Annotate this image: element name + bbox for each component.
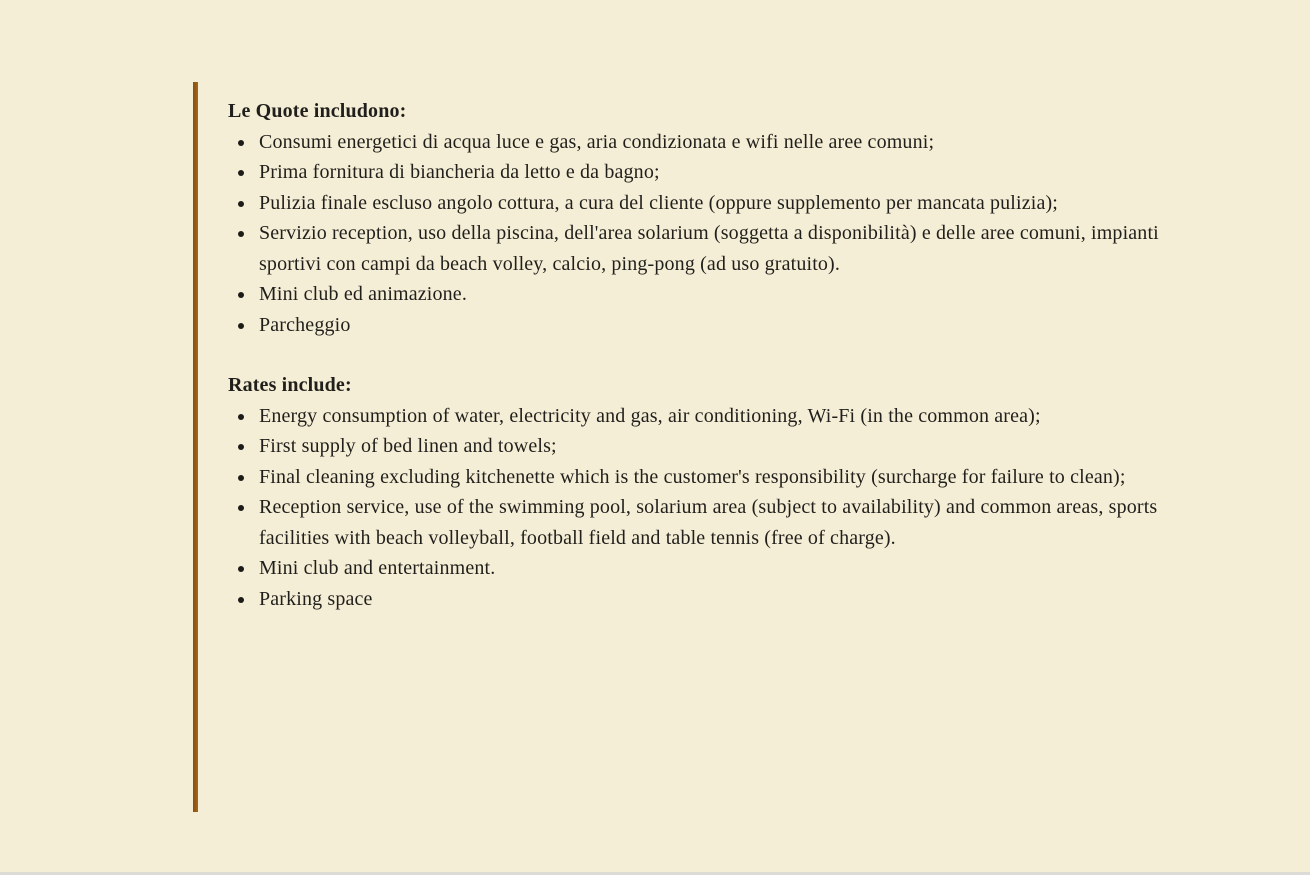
list-item — [228, 492, 1200, 553]
list-item — [228, 157, 1200, 188]
section-rates-include — [228, 370, 1200, 614]
bullet-list-italian — [228, 127, 1200, 341]
list-item-text: Energy consumption of water, electricity and gas, air conditioning, Wi-Fi (in the common area); — [259, 404, 1041, 427]
list-item-text: Consumi energetici di acqua luce e gas, aria condizionata e wifi nelle aree comuni; — [259, 130, 935, 153]
list-item — [228, 127, 1200, 158]
list-item-text: Mini club and entertainment. — [259, 557, 496, 579]
bullet-icon — [238, 292, 244, 298]
list-item-text: Pulizia finale escluso angolo cottura, a cura del cliente (oppure supplemento per mancata pulizia); — [259, 191, 1058, 214]
bullet-icon — [238, 475, 244, 481]
section-quote-includono — [228, 96, 1200, 340]
list-item-text: Parking space — [259, 587, 373, 610]
section-heading-italian: Le Quote includono: — [228, 100, 407, 122]
left-accent-bar — [193, 82, 198, 812]
list-item — [228, 279, 1200, 310]
list-item — [228, 431, 1200, 462]
bullet-icon — [238, 170, 244, 176]
bullet-icon — [238, 505, 244, 511]
bullet-list-english — [228, 401, 1200, 615]
list-item — [228, 584, 1200, 615]
list-item — [228, 401, 1200, 432]
list-item-text: Mini club ed animazione. — [259, 283, 467, 305]
list-item — [228, 462, 1200, 493]
bullet-icon — [238, 597, 244, 603]
list-item — [228, 553, 1200, 584]
list-item-text: Final cleaning excluding kitchenette which is the customer's responsibility (surcharge for failure to clean); — [259, 465, 1126, 488]
list-item-text: Prima fornitura di biancheria da letto e da bagno; — [259, 161, 660, 183]
list-item-text: Reception service, use of the swimming pool, solarium area (subject to availability) and common areas, sports facilities with beach volleyball, football field and table tennis (free of charge). — [259, 496, 1158, 549]
bullet-icon — [238, 566, 244, 572]
list-item — [228, 218, 1200, 279]
section-heading-english: Rates include: — [228, 374, 352, 396]
text-column — [228, 96, 1200, 614]
bullet-icon — [238, 201, 244, 207]
bullet-icon — [238, 444, 244, 450]
list-item-text: Parcheggio — [259, 313, 351, 336]
bullet-icon — [238, 414, 244, 420]
list-item-text: Servizio reception, uso della piscina, dell'area solarium (soggetta a disponibilità) e delle aree comuni, impianti sportivi con campi da beach volley, calcio, ping-pong (ad uso gratuito). — [259, 222, 1159, 275]
list-item-text: First supply of bed linen and towels; — [259, 435, 557, 457]
bullet-icon — [238, 323, 244, 329]
list-item — [228, 310, 1200, 341]
bullet-icon — [238, 231, 244, 237]
list-item — [228, 188, 1200, 219]
bullet-icon — [238, 140, 244, 146]
